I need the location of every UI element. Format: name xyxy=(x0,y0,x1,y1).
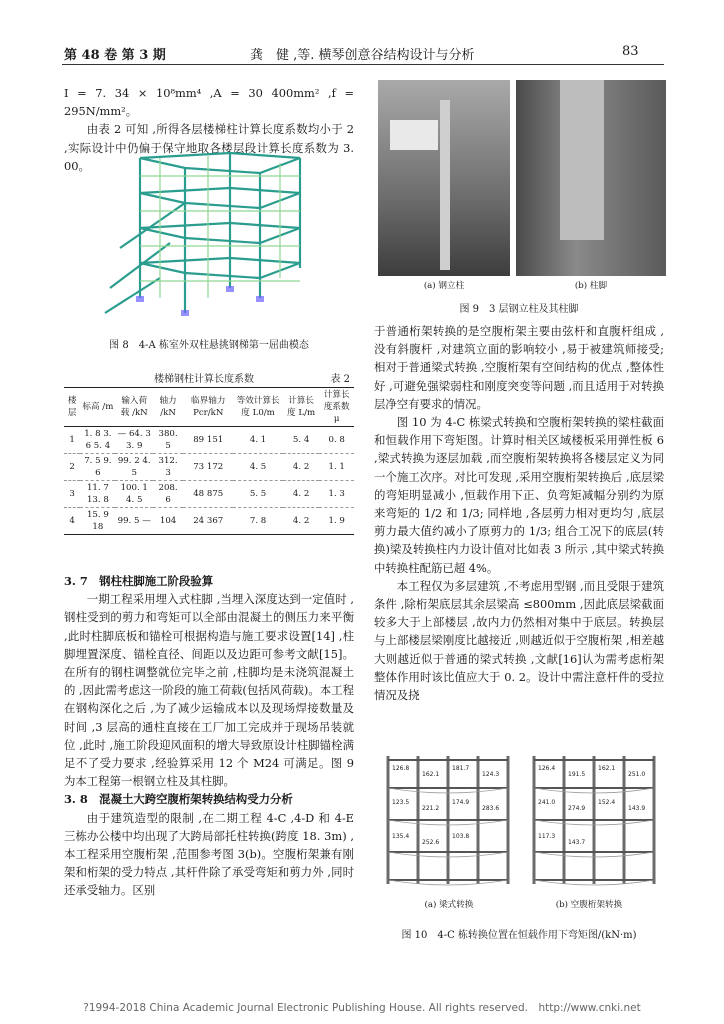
table-cell: 7. 8 xyxy=(233,508,282,535)
table-cell: — 64. 3 3. 9 xyxy=(115,427,153,454)
figure-8-caption: 图 8 4-A 栋室外双柱悬挑钢梯第一屈曲模态 xyxy=(109,340,309,351)
fig10a-moment-label: 252.6 xyxy=(422,839,440,846)
table-cell: 1 xyxy=(64,427,80,454)
table-row xyxy=(64,454,354,481)
table-cell: 11. 7 13. 8 xyxy=(80,481,115,508)
table-cell: 1. 9 xyxy=(319,508,354,535)
table-2-header: 临界轴力 Pcr/kN xyxy=(183,388,233,427)
fig10a-moment-label: 221.2 xyxy=(422,805,440,812)
fig10b-moment-label: 191.5 xyxy=(568,771,586,778)
table-cell: 89 151 xyxy=(183,427,233,454)
figure-9a-label: (a) 钢立柱 xyxy=(423,281,465,291)
page-number: 83 xyxy=(622,44,639,59)
table-2-header: 楼层 xyxy=(64,388,80,427)
fig10a-moment-label: 174.9 xyxy=(452,799,470,806)
fig10a-moment-label: 123.5 xyxy=(392,799,410,806)
table-cell: 104 xyxy=(153,508,183,535)
table-cell: 208. 6 xyxy=(153,481,183,508)
column-base-shape xyxy=(560,80,604,240)
table-cell: 99. 2 4. 5 xyxy=(115,454,153,481)
table-cell: 100. 1 4. 5 xyxy=(115,481,153,508)
figure-10-moment-diagrams xyxy=(376,748,666,888)
fig10a-moment-label: 162.1 xyxy=(422,771,440,778)
section-3-8-title: 3. 8 混凝土大跨空腹桁架转换结构受力分析 xyxy=(64,792,293,807)
section-3-7-title: 3. 7 钢柱柱脚施工阶段验算 xyxy=(64,574,214,588)
table-cell: 15. 9 18 xyxy=(80,508,115,535)
table-cell: 3 xyxy=(64,481,80,508)
table-cell: 4. 2 xyxy=(283,454,320,481)
billboard-shape xyxy=(390,120,438,150)
table-cell: 5. 5 xyxy=(233,481,282,508)
table-cell: 1. 8 3. 6 5. 4 xyxy=(80,427,115,454)
fig10b-moment-label: 274.9 xyxy=(568,805,586,812)
table-cell: 24 367 xyxy=(183,508,233,535)
fig10a-moment-label: 181.7 xyxy=(452,765,470,772)
table-cell: 73 172 xyxy=(183,454,233,481)
table-cell: 4. 5 xyxy=(233,454,282,481)
table-2-header: 计算长度 L/m xyxy=(283,388,320,427)
fig10b-moment-label: 126.4 xyxy=(538,765,556,772)
table-cell: 4. 2 xyxy=(283,508,320,535)
left-column-bottom xyxy=(64,572,354,900)
page-header xyxy=(0,0,724,62)
formula-line: I = 7. 34 × 10⁸mm⁴ ,A = 30 400mm² ,f = 295N/mm²。 xyxy=(64,86,354,119)
figure-10a-label: (a) 梁式转换 xyxy=(424,900,474,910)
fig10b-moment-label: 162.1 xyxy=(598,765,616,772)
table-2-title: 楼梯钢柱计算长度系数 xyxy=(154,374,254,385)
fig10a-moment-label: 124.3 xyxy=(482,771,500,778)
table-2-grid xyxy=(64,387,354,535)
fig10b-moment-label: 143.7 xyxy=(568,839,586,846)
fig10b-moment-label: 251.0 xyxy=(628,771,646,778)
table-cell: 4 xyxy=(64,508,80,535)
figure-9b-label: (b) 柱脚 xyxy=(574,281,608,291)
journal-issue: 第 48 卷 第 3 期 xyxy=(64,48,166,63)
fig10b-moment-label: 241.0 xyxy=(538,799,556,806)
header-rule xyxy=(62,64,664,65)
table-cell: 380. 5 xyxy=(153,427,183,454)
figure-9b-photo xyxy=(516,80,666,276)
table-cell: 4. 2 xyxy=(283,481,320,508)
table-cell: 2 xyxy=(64,454,80,481)
table-cell: 1. 1 xyxy=(319,454,354,481)
fig10a-moment-label: 126.8 xyxy=(392,765,410,772)
table-row xyxy=(64,427,354,454)
table-cell: 0. 8 xyxy=(319,427,354,454)
right-column-text xyxy=(374,322,664,704)
section-3-7-paragraph: 一期工程采用埋入式柱脚 ,当埋入深度达到一定值时 ,钢柱受到的剪力和弯矩可以全部由混凝土的侧压力来平衡 ,此时柱脚底板和锚栓可根据构造与施工要求设置[14] ,柱脚埋置深度、锚栓直径、间距以及边距可参考文献[15]。在所有的钢柱调整就位完毕之前 ,柱脚均是未浇筑混凝土的 ,因此需考虑这一阶段的施工荷载(包括风荷载)。本工程在钢构深化之后 ,为了减少运输成本以及现场焊接数量及时间 ,3 层高的通柱直接在工厂加工完成并于现场吊装就位 ,此时 ,施工阶段迎风面积的增大导致原设计柱脚锚栓满足不了受力要求 ,经验算采用 12 个 M24 可满足。图 9 为本工程第一根钢立柱及其柱脚。 xyxy=(64,592,354,789)
figure-8-stair-model xyxy=(100,148,315,326)
table-2-header: 轴力 /kN xyxy=(153,388,183,427)
paragraph-table2-summary: 由表 2 可知 ,所得各层楼梯柱计算长度系数均小于 2 ,实际设计中仍偏于保守地取各楼层段计算长度系数为 3. 00。 xyxy=(64,122,354,173)
paragraph-vierendeel-intro: 于普通桁架转换的是空腹桁架主要由弦杆和直腹杆组成 ,没有斜腹杆 ,对建筑立面的影响较小 ,易于被建筑师接受; 相对于普通梁式转换 ,空腹桁架有空间结构的优点 ,整体性好 ,可避免强梁弱柱和刚度突变等问题 ,而且适用于对转换层净空有要求的情况。 xyxy=(374,324,664,411)
running-title: 龚 健 ,等. 横琴创意谷结构设计与分析 xyxy=(250,48,475,63)
table-2-title-row xyxy=(154,370,350,385)
figure-9a-photo xyxy=(378,80,510,276)
table-cell: 1. 3 xyxy=(319,481,354,508)
table-cell: 99. 5 — xyxy=(115,508,153,535)
table-cell: 4. 1 xyxy=(233,427,282,454)
table-row xyxy=(64,481,354,508)
table-2 xyxy=(64,370,354,535)
fig10b-moment-label: 143.9 xyxy=(628,805,646,812)
table-row xyxy=(64,508,354,535)
fig10a-moment-label: 135.4 xyxy=(392,833,410,840)
steel-column-shape xyxy=(440,100,450,270)
figure-10b-label: (b) 空腹桁架转换 xyxy=(555,900,623,910)
table-2-header: 标高 /m xyxy=(80,388,115,427)
table-cell: 312. 3 xyxy=(153,454,183,481)
table-cell: 5. 4 xyxy=(283,427,320,454)
table-2-header: 输入荷载 /kN xyxy=(115,388,153,427)
table-2-header: 计算长度系数 μ xyxy=(319,388,354,427)
paragraph-multistorey: 本工程仅为多层建筑 ,不考虑用型钢 ,而且受限于建筑条件 ,除桁架底层其余层梁高 ≤800mm ,因此底层梁截面较多大于上部楼层 ,故内力仍然相对集中于底层。转换层与上部楼层梁刚度比越接近 ,则越近似于空腹桁架 ,相差越大则越近似于普通的梁式转换 ,文献[16]认为需考虑桁架整体作用时该比值应大于 0. 2。设计中需注意杆件的受拉情况及挠 xyxy=(374,578,664,703)
fig10b-moment-label: 117.3 xyxy=(538,833,556,840)
section-3-8-paragraph: 由于建筑造型的限制 ,在二期工程 4-C ,4-D 和 4-E 三栋办公楼中均出现了大跨局部托柱转换(跨度 18. 3m) ,本工程采用空腹桁架 ,范围参考图 3(b)。空腹桁架兼有刚架和桁架的受力特点 ,其杆件除了承受弯矩和剪力外 ,同时还承受轴力。区别 xyxy=(64,810,354,898)
fig10a-moment-label: 283.6 xyxy=(482,805,500,812)
figure-9-caption: 图 9 3 层钢立柱及其柱脚 xyxy=(459,304,579,315)
paragraph-fig10-discussion: 图 10 为 4-C 栋梁式转换和空腹桁架转换的梁柱截面和恒载作用下弯矩图。计算时相关区域楼板采用弹性板 6 ,梁式转换为逐层加载 ,而空腹桁架转换将各楼层定义为同一个施工次序。对比可发现 ,采用空腹桁架转换后 ,底层梁的弯矩明显减小 ,恒载作用下正、负弯矩减幅分别约为原来弯矩的 1/2 和 1/3; 同样地 ,各层剪力相对更均匀 ,底层剪力最大值约减小了原剪力的 1/3; 组合工况下的底层(转换)梁及转换柱内力设计值对比如表 3 所示 ,其中梁式转换中转换柱配筋已超 4%。 xyxy=(374,415,664,575)
table-cell: 48 875 xyxy=(183,481,233,508)
table-2-header: 等效计算长度 L0/m xyxy=(233,388,282,427)
table-2-number: 表 2 xyxy=(330,374,350,385)
copyright-footer: ?1994-2018 China Academic Journal Electronic Publishing House. All rights reserved. http://www.cnki.net xyxy=(83,1002,641,1014)
table-cell: 7. 5 9. 6 xyxy=(80,454,115,481)
figure-10-caption: 图 10 4-C 栋转换位置在恒载作用下弯矩图/(kN·m) xyxy=(401,930,637,941)
fig10b-moment-label: 152.4 xyxy=(598,799,616,806)
fig10a-moment-label: 103.8 xyxy=(452,833,470,840)
